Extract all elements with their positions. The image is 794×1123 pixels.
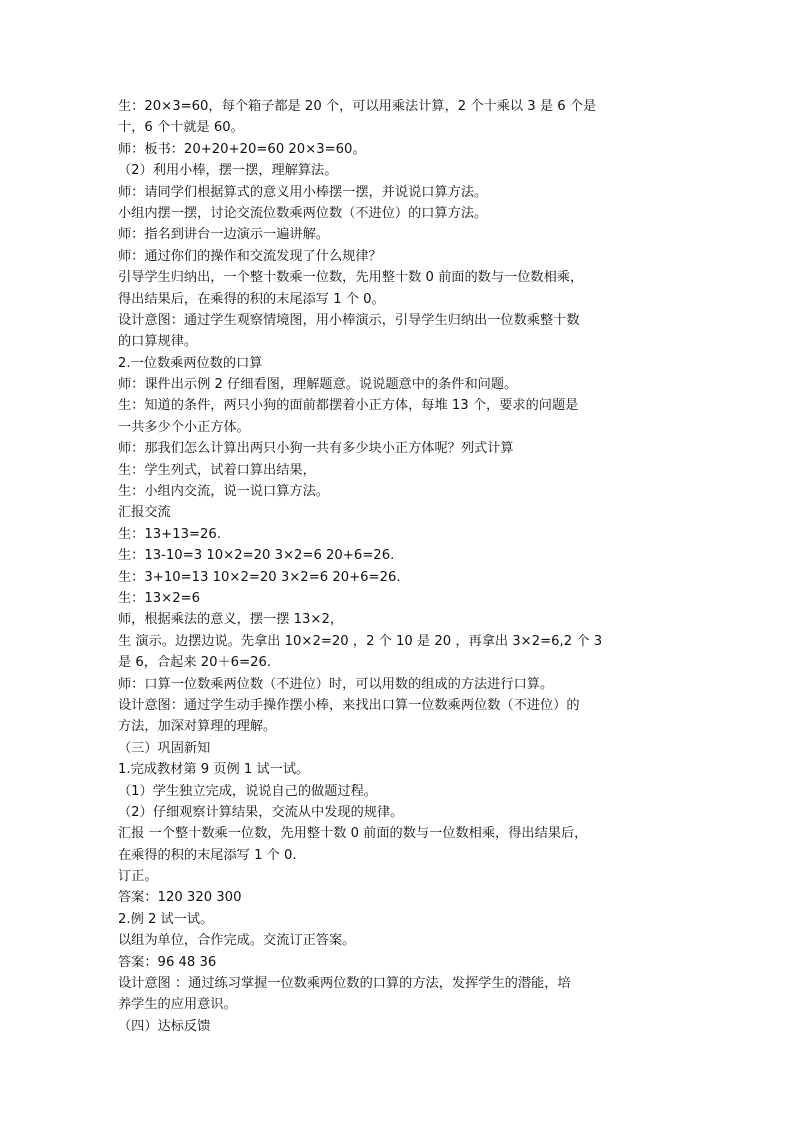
text-line: 生：3+10=13 10×2=20 3×2=6 20+6=26.: [118, 569, 401, 585]
text-line: 小组内摆一摆，讨论交流位数乘两位数（不进位）的口算方法。: [118, 205, 488, 221]
text-line: （2）利用小棒，摆一摆，理解算法。: [118, 163, 338, 179]
text-line: 以组为单位，合作完成。交流订正答案。: [118, 933, 356, 949]
text-line: 生：20×3=60，每个箱子都是 20 个，可以用乘法计算，2 个十乘以 3 是 6 个是: [118, 99, 597, 114]
text-line: 设计意图：通过学生观察情境图，用小棒演示，引导学生归纳出一位数乘整十数: [118, 312, 580, 328]
text-line: 生：知道的条件，两只小狗的面前都摆着小正方体，每堆 13 个，要求的问题是: [118, 398, 579, 414]
text-line: （四）达标反馈: [118, 1018, 211, 1034]
text-line: 师：那我们怎么计算出两只小狗一共有多少块小正方体呢？列式计算: [118, 441, 514, 457]
text-line: 在乘得的积的末尾添写 1 个 0.: [118, 847, 297, 863]
text-line: 师：口算一位数乘两位数（不进位）时，可以用数的组成的方法进行口算。: [118, 676, 554, 692]
text-line: 师：课件出示例 2 仔细看图，理解题意。说说题意中的条件和问题。: [118, 377, 518, 393]
text-line: 生：小组内交流，说一说口算方法。: [118, 484, 329, 500]
text-line: 1.完成教材第 9 页例 1 试一试。: [118, 762, 310, 778]
text-line: 引导学生归纳出，一个整十数乘一位数，先用整十数 0 前面的数与一位数相乘，: [118, 270, 584, 286]
text-line: 生：13+13=26.: [118, 526, 222, 542]
text-line: 2.一位数乘两位数的口算: [118, 355, 263, 371]
text-line: 师，根据乘法的意义，摆一摆 13×2，: [118, 612, 344, 628]
text-line: 养学生的应用意识。: [118, 997, 237, 1013]
text-line: 师：请同学们根据算式的意义用小棒摆一摆，并说说口算方法。: [118, 184, 488, 200]
text-line: 得出结果后，在乘得的积的末尾添写 1 个 0。: [118, 291, 385, 307]
document-body: [118, 96, 684, 1037]
text-line: 汇报 一个整十数乘一位数，先用整十数 0 前面的数与一位数相乘，得出结果后，: [118, 826, 588, 842]
text-line: 的口算规律。: [118, 334, 198, 350]
text-line: 设计意图：通过学生动手操作摆小棒，来找出口算一位数乘两位数（不进位）的: [118, 697, 580, 713]
text-line: 设计意图 ：通过练习掌握一位数乘两位数的口算的方法，发挥学生的潜能，培: [118, 976, 571, 992]
text-line: 订正。: [118, 869, 158, 885]
text-line: 生：13×2=6: [118, 590, 201, 606]
text-line: 十，6 个十就是 60。: [118, 120, 244, 136]
text-line: 一共多少个小正方体。: [118, 419, 250, 435]
text-line: 师：板书：20+20+20=60 20×3=60。: [118, 141, 366, 157]
text-line: （三）巩固新知: [118, 740, 211, 756]
text-line: 答案：120 320 300: [118, 890, 242, 906]
text-line: 师：指名到讲台一边演示一遍讲解。: [118, 227, 329, 243]
text-line: （2）仔细观察计算结果，交流从中发现的规律。: [118, 804, 404, 820]
text-line: 2.例 2 试一试。: [118, 911, 214, 927]
text-line: 答案：96 48 36: [118, 954, 217, 970]
text-line: （1）学生独立完成，说说自己的做题过程。: [118, 783, 377, 799]
text-line: 生：13-10=3 10×2=20 3×2=6 20+6=26.: [118, 548, 395, 564]
text-line: 方法，加深对算理的理解。: [118, 719, 277, 735]
text-line: 是 6，合起来 20＋6=26.: [118, 655, 272, 671]
text-line: 师：通过你们的操作和交流发现了什么规律？: [118, 248, 382, 264]
text-line: 生 演示。边摆边说。先拿出 10×2=20 ，2 个 10 是 20 ，再拿出 3×2=6,2 个 3: [118, 633, 603, 649]
text-line: 汇报交流: [118, 505, 171, 521]
text-line: 生：学生列式，试着口算出结果，: [118, 462, 316, 478]
